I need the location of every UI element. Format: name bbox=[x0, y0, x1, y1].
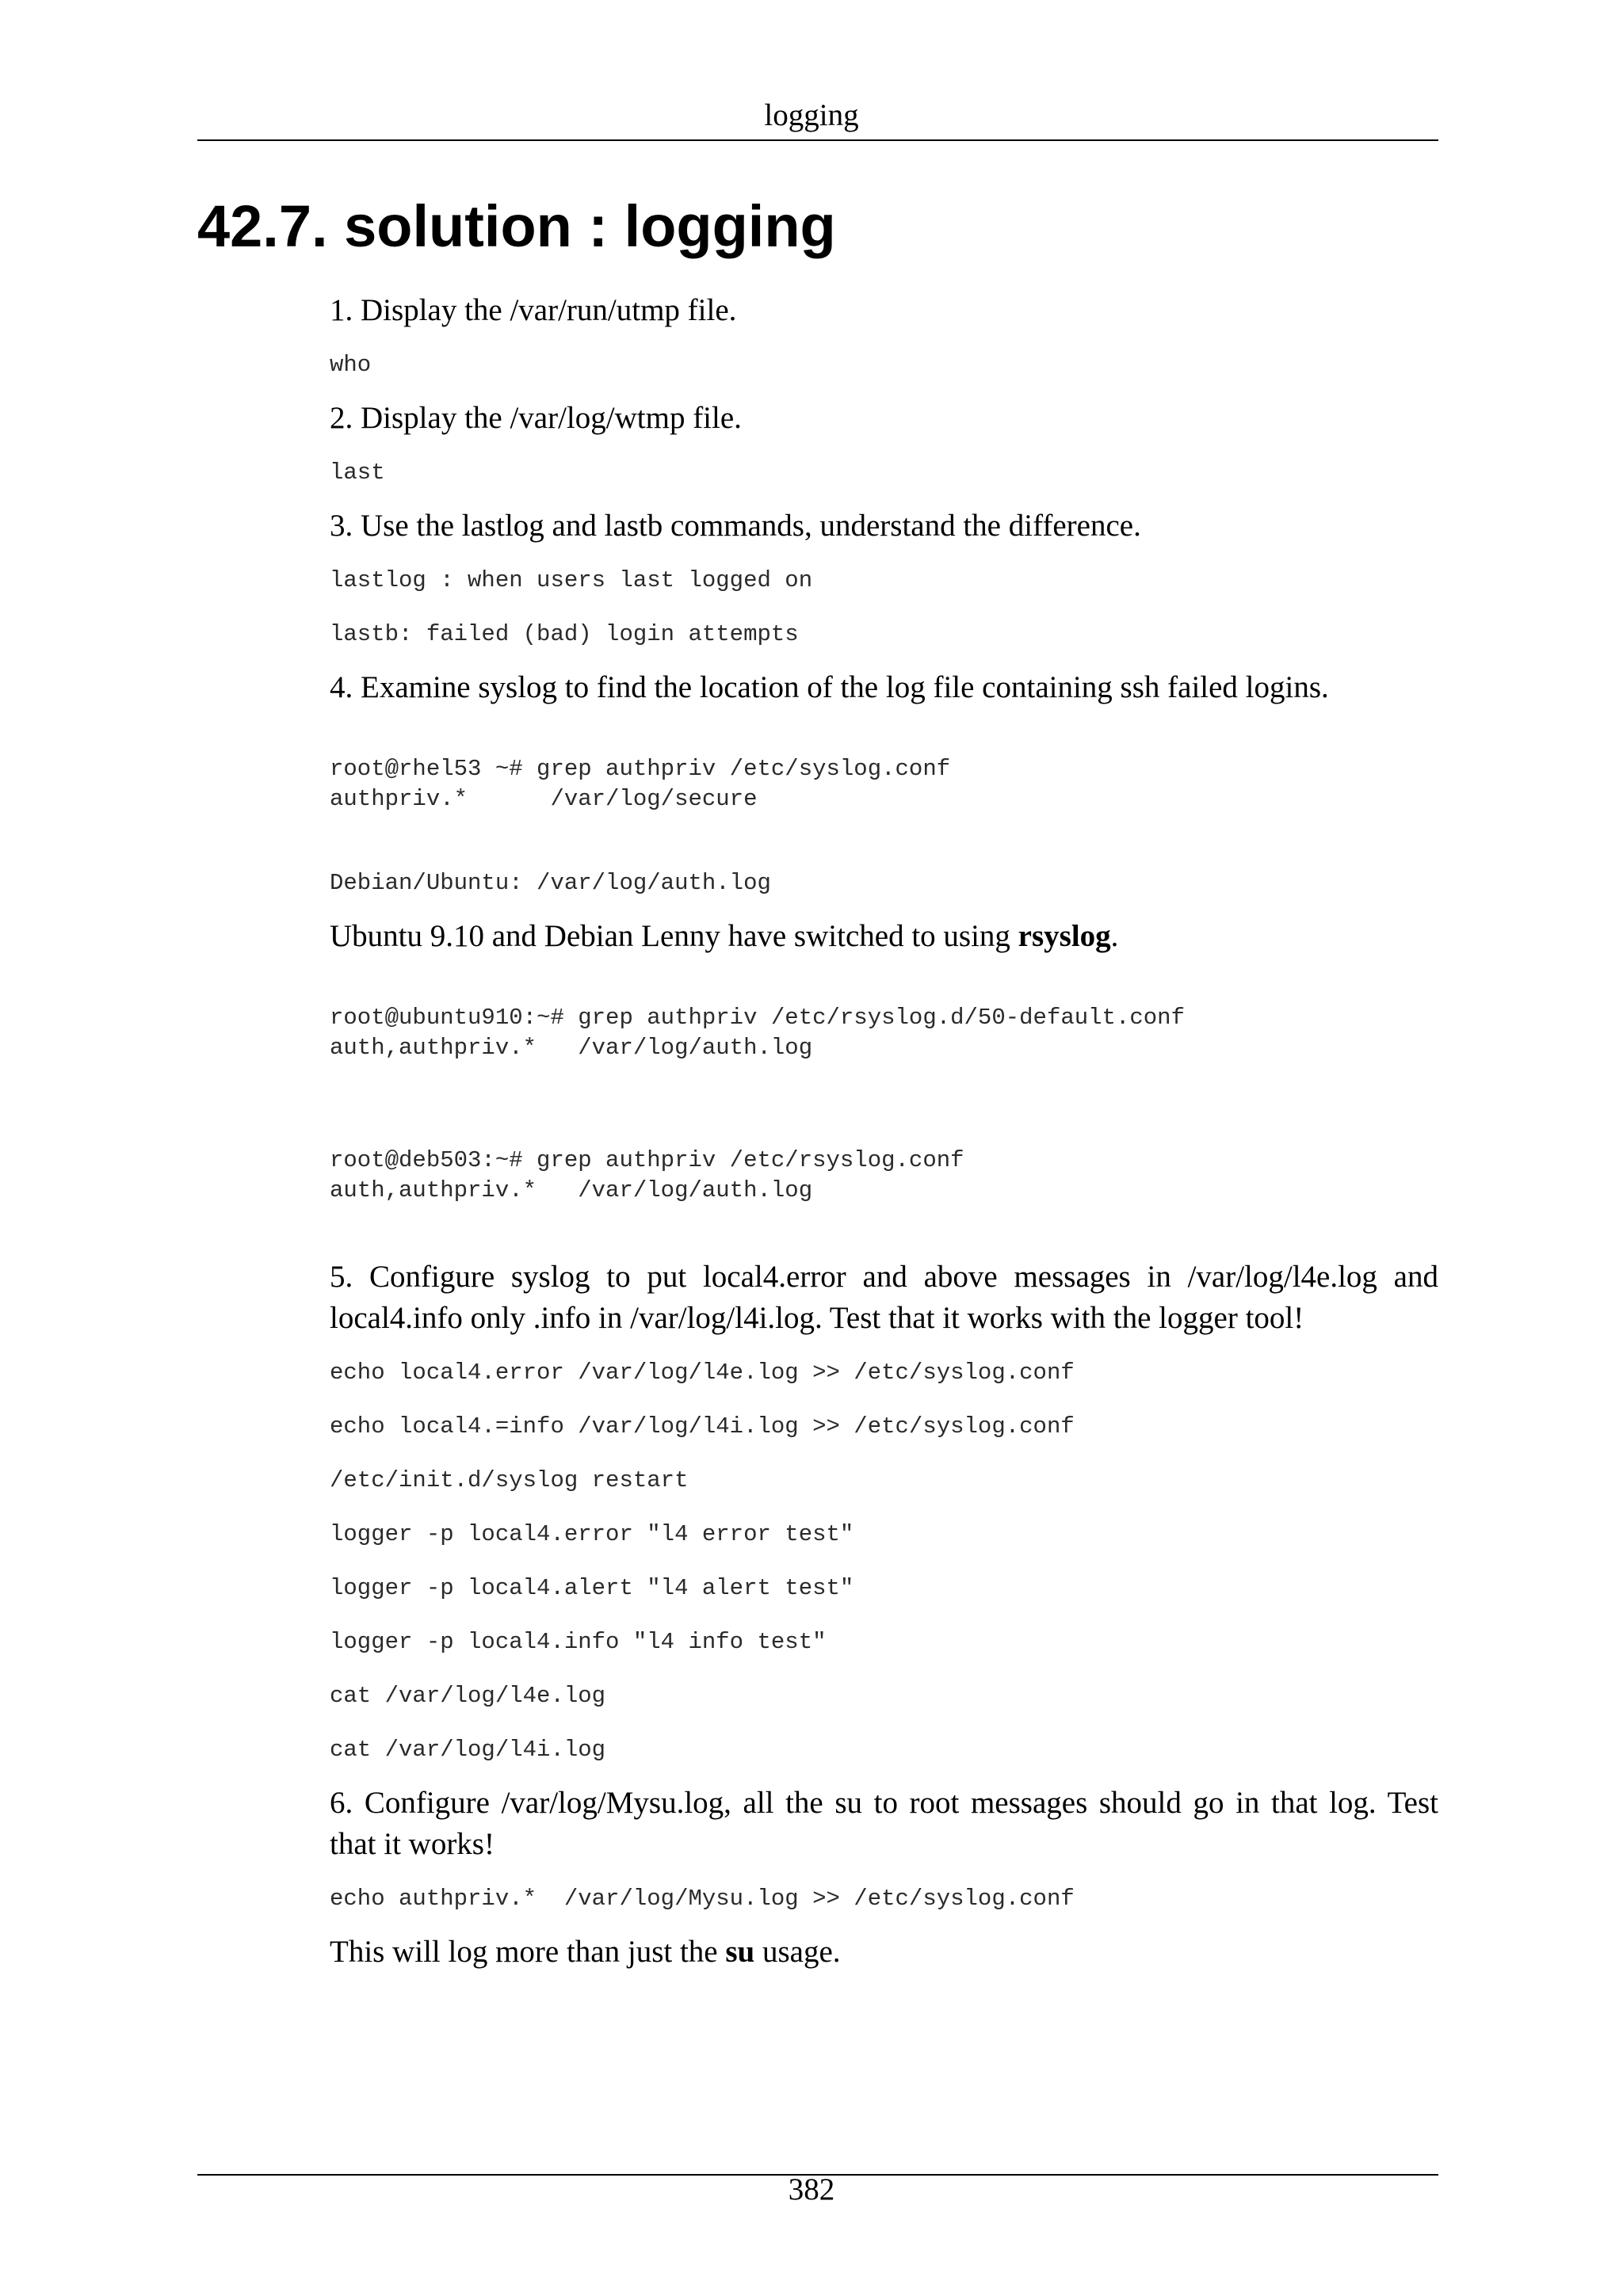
step-3-code-2: lastb: failed (bad) login attempts bbox=[330, 621, 799, 647]
step-5-code-7: cat /var/log/l4e.log bbox=[330, 1683, 606, 1709]
step-4-note bbox=[330, 916, 1438, 957]
chapter-title: 42.7. solution : logging bbox=[197, 193, 836, 259]
step-5-text: 5. Configure syslog to put local4.error and above messages in /var/log/l4e.log and local4.info only .info in /var/log/l4i.log. Test that it works with the logger tool! bbox=[330, 1260, 1438, 1335]
header-rule bbox=[197, 139, 1438, 141]
step-4-code-block-2: Debian/Ubuntu: /var/log/auth.log bbox=[330, 870, 771, 896]
step-5-code-6: logger -p local4.info "l4 info test" bbox=[330, 1629, 827, 1655]
step-5-code-1: echo local4.error /var/log/l4e.log >> /etc/syslog.conf bbox=[330, 1360, 1075, 1386]
step-4-text: 4. Examine syslog to find the location of the log file containing ssh failed logins. bbox=[330, 670, 1329, 704]
step-1-code: who bbox=[330, 352, 372, 378]
step-5-code-4: logger -p local4.error "l4 error test" bbox=[330, 1521, 854, 1547]
step-4-code-block-1: root@rhel53 ~# grep authpriv /etc/syslog.conf authpriv.* /var/log/secure bbox=[330, 756, 951, 812]
step-4-note-suffix: . bbox=[1110, 919, 1119, 953]
running-header: logging bbox=[764, 98, 859, 132]
step-5-code-3: /etc/init.d/syslog restart bbox=[330, 1467, 689, 1493]
step-6-text: 6. Configure /var/log/Mysu.log, all the su to root messages should go in that log. Test that it works! bbox=[330, 1786, 1438, 1861]
step-3-code-1: lastlog : when users last logged on bbox=[330, 567, 813, 593]
step-4-code-block-3: root@ubuntu910:~# grep authpriv /etc/rsyslog.d/50-default.conf auth,authpriv.* /var/log/auth.log bbox=[330, 1005, 1185, 1061]
step-5-code-8: cat /var/log/l4i.log bbox=[330, 1737, 606, 1763]
step-4-note-bold: rsyslog bbox=[1018, 919, 1111, 953]
content-body bbox=[330, 290, 1438, 1973]
step-2-text: 2. Display the /var/log/wtmp file. bbox=[330, 401, 742, 435]
step-6-note-suffix: usage. bbox=[754, 1935, 841, 1969]
step-6-code: echo authpriv.* /var/log/Mysu.log >> /etc/syslog.conf bbox=[330, 1886, 1075, 1912]
step-6-note-prefix: This will log more than just the bbox=[330, 1935, 726, 1969]
step-3-text: 3. Use the lastlog and lastb commands, understand the difference. bbox=[330, 509, 1141, 543]
step-2-code: last bbox=[330, 460, 385, 486]
step-5-code-5: logger -p local4.alert "l4 alert test" bbox=[330, 1575, 854, 1601]
step-5-code-2: echo local4.=info /var/log/l4i.log >> /etc/syslog.conf bbox=[330, 1413, 1075, 1440]
step-6-note bbox=[330, 1932, 1438, 1973]
page-number: 382 bbox=[788, 2172, 835, 2206]
step-1-text: 1. Display the /var/run/utmp file. bbox=[330, 293, 737, 327]
step-4-note-prefix: Ubuntu 9.10 and Debian Lenny have switched to using bbox=[330, 919, 1018, 953]
step-6-note-bold: su bbox=[725, 1935, 755, 1969]
step-4-code-block-4: root@deb503:~# grep authpriv /etc/rsyslog.conf auth,authpriv.* /var/log/auth.log bbox=[330, 1147, 964, 1203]
